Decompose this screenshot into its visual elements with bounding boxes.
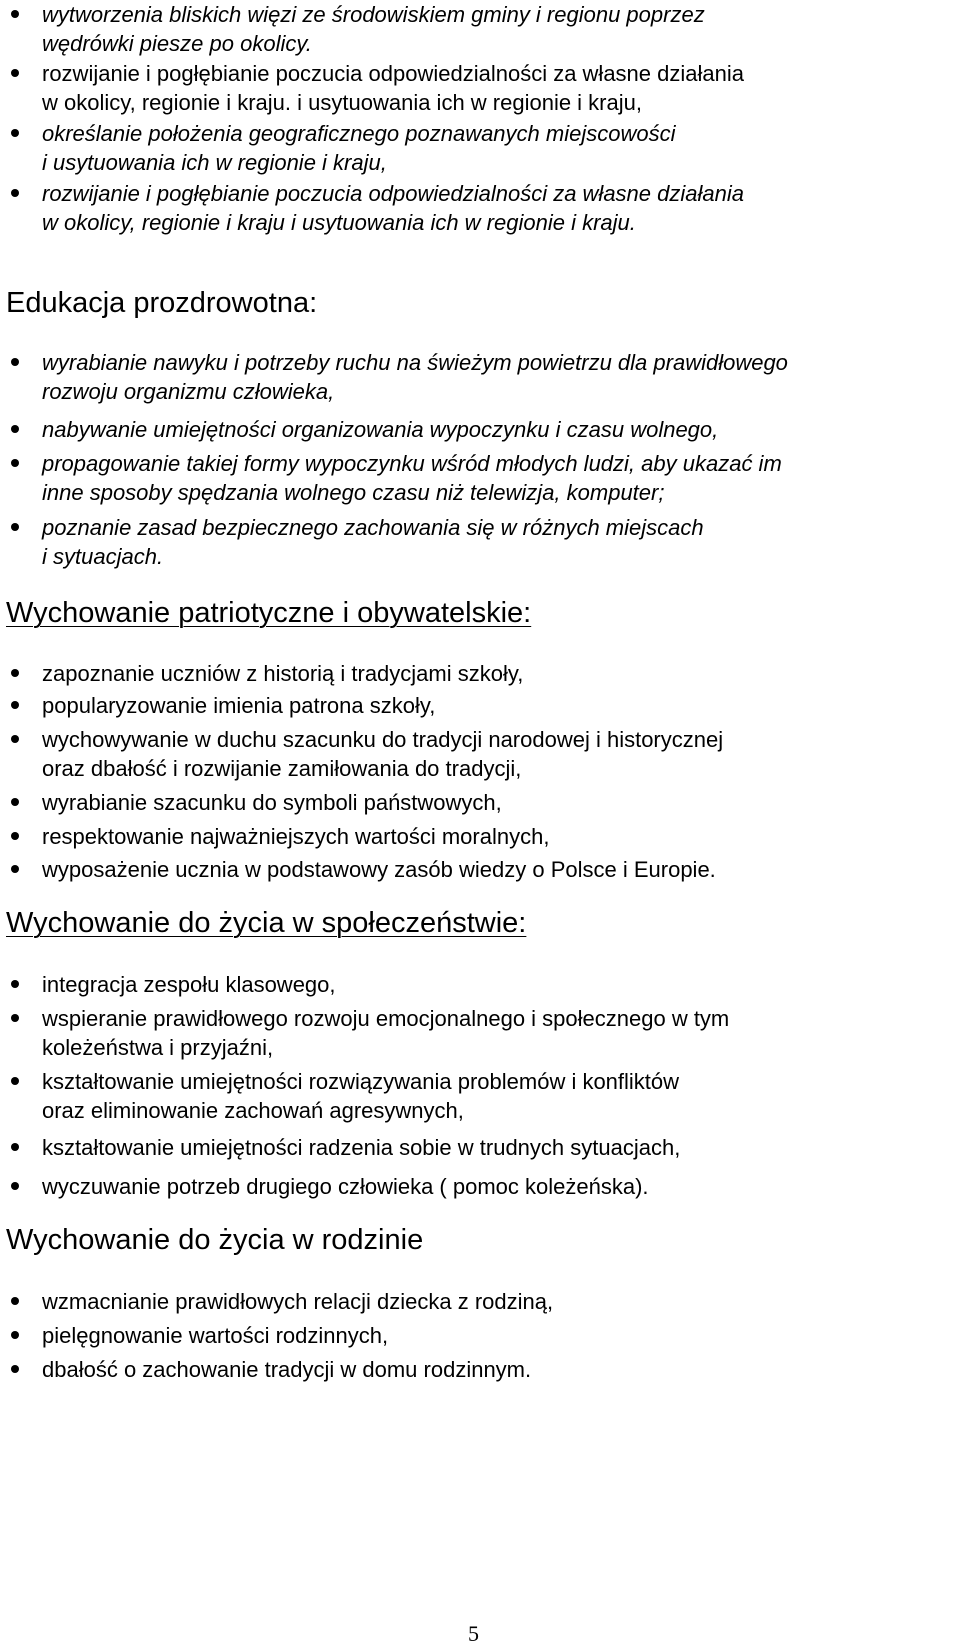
list-item-line: wędrówki piesze po okolicy. (42, 31, 312, 56)
bullet (11, 358, 19, 366)
bullet (11, 1365, 19, 1373)
list-item-line: i sytuacjach. (42, 544, 164, 569)
list-item-line: wyrabianie nawyku i potrzeby ruchu na świeżym powietrzu dla prawidłowego (42, 350, 788, 375)
bullet (11, 10, 19, 18)
bullet (11, 129, 19, 137)
list-item-line: dbałość o zachowanie tradycji w domu rodzinnym. (42, 1357, 532, 1382)
list-item-line: określanie położenia geograficznego poznawanych miejscowości (42, 121, 676, 146)
bullet (11, 832, 19, 840)
section-heading: Wychowanie patriotyczne i obywatelskie: (6, 597, 532, 629)
list-item-line: wyrabianie szacunku do symboli państwowych, (42, 790, 502, 815)
bullet (11, 735, 19, 743)
bullet (11, 980, 19, 988)
bullet (11, 1077, 19, 1085)
bullet (11, 669, 19, 677)
section-heading: Wychowanie do życia w społeczeństwie: (6, 907, 527, 939)
list-item-line: rozwijanie i pogłębianie poczucia odpowiedzialności za własne działania (42, 181, 744, 206)
list-item-line: integracja zespołu klasowego, (42, 972, 336, 997)
list-item-line: kształtowanie umiejętności rozwiązywania problemów i konfliktów (42, 1069, 680, 1094)
list-item-line: wytworzenia bliskich więzi ze środowiskiem gminy i regionu poprzez (42, 2, 705, 27)
list-item-line: oraz dbałość i rozwijanie zamiłowania do tradycji, (42, 756, 522, 781)
list-item-line: wychowywanie w duchu szacunku do tradycji narodowej i historycznej (42, 727, 724, 752)
list-item-line: i usytuowania ich w regionie i kraju, (42, 150, 387, 175)
list-item-line: wyposażenie ucznia w podstawowy zasób wiedzy o Polsce i Europie. (42, 857, 716, 882)
bullet (11, 701, 19, 709)
page-number: 5 (468, 1621, 479, 1646)
section-heading: Wychowanie do życia w rodzinie (6, 1224, 424, 1256)
list-item-line: inne sposoby spędzania wolnego czasu niż telewizja, komputer; (42, 480, 665, 505)
list-item-line: wspieranie prawidłowego rozwoju emocjonalnego i społecznego w tym (42, 1006, 730, 1031)
bullet (11, 459, 19, 467)
bullet (11, 865, 19, 873)
list-item-line: wzmacnianie prawidłowych relacji dziecka z rodziną, (42, 1289, 554, 1314)
list-item-line: w okolicy, regionie i kraju i usytuowania ich w regionie i kraju. (42, 210, 636, 235)
bullet (11, 425, 19, 433)
bullet (11, 69, 19, 77)
list-item-line: respektowanie najważniejszych wartości moralnych, (42, 824, 550, 849)
list-item-line: rozwoju organizmu człowieka, (42, 379, 335, 404)
list-item-line: propagowanie takiej formy wypoczynku wśród młodych ludzi, aby ukazać im (42, 451, 782, 476)
list-item-line: kształtowanie umiejętności radzenia sobie w trudnych sytuacjach, (42, 1135, 681, 1160)
list-item-line: rozwijanie i pogłębianie poczucia odpowiedzialności za własne działania (42, 61, 744, 86)
list-item-line: koleżeństwa i przyjaźni, (42, 1035, 274, 1060)
bullet (11, 1182, 19, 1190)
list-item-line: zapoznanie uczniów z historią i tradycjami szkoły, (42, 661, 524, 686)
list-item-line: nabywanie umiejętności organizowania wypoczynku i czasu wolnego, (42, 417, 719, 442)
list-item-line: pielęgnowanie wartości rodzinnych, (42, 1323, 389, 1348)
bullet (11, 1014, 19, 1022)
bullet (11, 1297, 19, 1305)
list-item-line: w okolicy, regionie i kraju. i usytuowania ich w regionie i kraju, (42, 90, 642, 115)
list-item-line: oraz eliminowanie zachowań agresywnych, (42, 1098, 464, 1123)
bullet (11, 798, 19, 806)
bullet (11, 1143, 19, 1151)
list-item-line: poznanie zasad bezpiecznego zachowania się w różnych miejscach (42, 515, 704, 540)
bullet (11, 523, 19, 531)
bullet (11, 189, 19, 197)
list-item-line: wyczuwanie potrzeb drugiego człowieka ( pomoc koleżeńska). (42, 1174, 649, 1199)
bullet (11, 1331, 19, 1339)
list-item-line: popularyzowanie imienia patrona szkoły, (42, 693, 436, 718)
section-heading: Edukacja prozdrowotna: (6, 287, 318, 319)
